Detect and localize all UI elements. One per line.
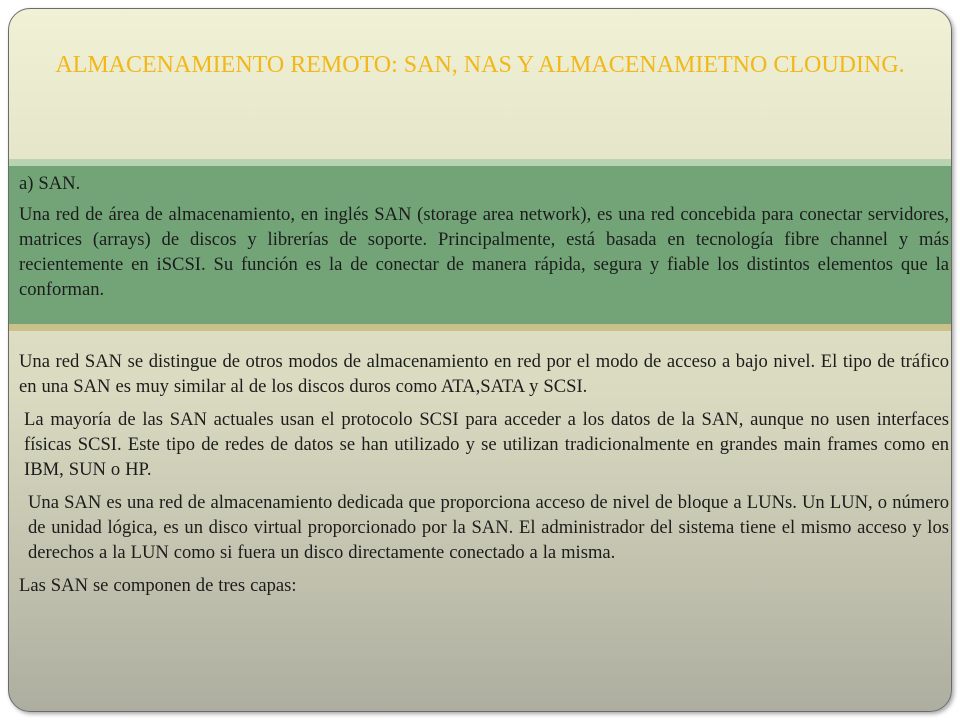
- paragraph-layers: Las SAN se componen de tres capas:: [19, 575, 297, 596]
- paragraph-scsi-protocol: La mayoría de las SAN actuales usan el protocolo SCSI para acceder a los datos de la SAN, aunque no usen interfaces físicas SCSI. Este tipo de redes de datos se han utilizado y se utilizan tradicionalmente en grandes main frames como en IBM, SUN o HP.: [24, 409, 949, 480]
- paragraph-lun: Una SAN es una red de almacenamiento dedicada que proporciona acceso de nivel de bloque a LUNs. Un LUN, o número de unidad lógica, es un disco virtual proporcionado por la SAN. El administrador del sistema tiene el mismo acceso y los derechos a la LUN como si fuera un disco directamente conectado a la misma.: [28, 492, 949, 563]
- paragraph-access-mode: Una red SAN se distingue de otros modos de almacenamiento en red por el modo de acceso a bajo nivel. El tipo de tráfico en una SAN es muy similar al de los discos duros como ATA,SATA y SCSI.: [19, 351, 949, 397]
- slide-body: [19, 171, 949, 598]
- slide-title: ALMACENAMIENTO REMOTO: SAN, NAS Y ALMACENAMIETNO CLOUDING.: [55, 52, 905, 78]
- paragraph-definition: Una red de área de almacenamiento, en inglés SAN (storage area network), es una red concebida para conectar servidores, matrices (arrays) de discos y librerías de soporte. Principalmente, está basada en tecnología fibre channel y más recientemente en iSCSI. Su función es la de conectar de manera rápida, segura y fiable los distintos elementos que la conforman.: [19, 204, 949, 300]
- slide: [8, 8, 952, 712]
- section-heading: a) SAN.: [19, 173, 81, 194]
